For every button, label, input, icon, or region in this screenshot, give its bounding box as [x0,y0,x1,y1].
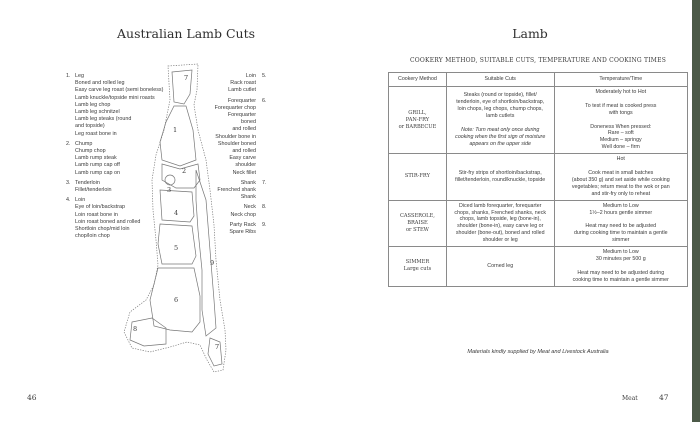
cut-name-line: Loin roast bone in [75,211,118,218]
cuts-line: fillet/tenderloin, round/knuckle, topside [455,176,546,183]
cut-number: 9. [262,221,267,228]
cut-name-line: Chump [75,140,93,147]
cut-name-line: Lamb rump steak [75,155,117,162]
temp-line: with tongs [608,109,633,116]
diagram-label-1: 1 [173,126,178,134]
cuts-line: Corned leg [487,262,514,269]
cut-name-line: Rack roast [230,80,256,87]
method-line: or BARBECUE [398,123,437,130]
cut-name-line: Easy carve leg roast (semi boneless) [75,87,164,94]
temp-line: Rare – soft [607,130,634,137]
temp-line: Heat may need to be adjusted [585,223,657,230]
suitable-cuts-cell [446,87,554,154]
footer-section-label: Meat [622,395,638,402]
cooking-table [388,72,688,287]
cuts-line: loin chops, leg chops, chump chops, [457,106,543,113]
diagram-label-3: 3 [167,186,172,194]
cut-name-line: Neck [243,204,256,211]
method-line: Large cuts [403,266,432,273]
cut-name-line: Tenderloin [75,179,100,186]
cut-name-line: Lamb leg chop [75,101,111,108]
suitable-cuts-cell [446,154,554,200]
temp-line [558,117,684,124]
cut-name-line: Neck fillet [232,169,256,176]
right-page-title: Lamb [512,26,548,41]
cut-name-line: Boned and rolled leg [75,80,125,87]
cuts-note-line: cooking when the first sign of moisture [455,133,546,140]
cuts-line: Diced lamb forequarter, forequarter [458,202,542,209]
cut-name-line: and rolled [232,126,256,133]
cut-name-line: Leg [75,73,84,79]
temp-line [558,216,684,223]
method-line: CASSEROLE, [399,212,435,219]
table-subtitle: COOKERY METHOD, SUITABLE CUTS, TEMPERATURE AND COOKING TIMES [409,57,667,64]
diagram-label-7-top: 7 [184,74,189,82]
cuts-spacer [450,120,551,127]
cut-name-line: Forequarter [227,97,256,104]
cuts-line: chops, lamb topside, leg (bone-in), [459,216,541,223]
temp-line: (about 350 g) and set aside while cooking [571,176,670,183]
cut-number: 5. [262,73,267,79]
method-line: or STEW [405,226,429,233]
header-cookery-method: Cookery Method [389,73,447,87]
method-line: STIR-FRY [404,173,430,180]
book-spine-edge [692,0,700,422]
lamb-cuts-diagram [110,60,240,380]
cut-name-line: Loin roast boned and rolled [75,218,141,225]
cut-name-line: Loin [245,73,256,79]
cut-number: 3. [66,179,71,186]
cuts-line: lamb cutlets [486,113,515,120]
temp-line: vegetables; return meat to the wok or pan [571,183,670,190]
credit-note: Materials kindly supplied by Meat and Livestock Australia [467,349,609,355]
temp-line: To test if meat is cooked press [585,102,657,109]
cut-name-line: Fillet/tenderloin [75,187,112,194]
temp-line: simmer [612,237,630,244]
temp-line: Medium to Low [602,202,639,209]
diagram-label-8: 8 [133,325,138,333]
diagram-label-6: 6 [174,296,179,304]
method-line: BRAISE [407,219,428,226]
temperature-time-cell [554,154,687,200]
cut-name-line: Eye of loin/backstrap [75,204,126,211]
cut-number: 2. [66,140,71,147]
cut-name-line: chop/loin chop [75,233,110,240]
method-cell [389,87,447,154]
cut-number: 4. [66,197,71,204]
cut-name-line: Forequarter chop [214,104,256,111]
cut-number: 7. [262,179,267,186]
cut-names [75,180,112,194]
cut-1-leg-shape [160,106,196,166]
cut-4-loin-shape [160,190,194,222]
temp-line [558,163,684,170]
temp-line: cooking time to maintain a gentle simmer [572,276,669,283]
diagram-label-4: 4 [174,209,179,217]
cuts-line: Stir-fry strips of shortloin/backstrap, [458,169,542,176]
method-line: SIMMER [405,259,430,266]
cuts-note-line: Note: Turn meat only once during [461,126,540,133]
cut-name-line: Lamb rump cap off [75,162,120,169]
temp-line: Doneness When pressed: [590,123,652,130]
temp-line: Heat may need to be adjusted during [577,269,665,276]
left-page-number: 46 [27,393,37,402]
cut-7-top-shape [172,70,192,104]
left-page-title: Australian Lamb Cuts [117,26,256,41]
temp-line: Hot [616,156,625,163]
cut-3-tenderloin-shape [165,175,175,185]
table-row [389,200,688,246]
cut-name-line: Lamb cutlet [228,87,256,94]
cut-name-line: Easy carve shoulder [229,155,256,169]
temperature-time-cell [554,87,687,154]
cut-name-line: Loin [75,197,86,204]
header-suitable-cuts: Suitable Cuts [446,73,554,87]
cuts-note-line: appears on the upper side [469,140,531,147]
diagram-label-9: 9 [210,259,215,267]
suitable-cuts-cell [446,247,554,287]
cut-name-line: Shortloin chop/mid loin [75,226,130,233]
temp-line: Well done – firm [601,144,640,151]
temp-line: during cooking time to maintain a gentle [573,230,668,237]
cuts-line: chops, shanks, Frenched shanks, neck [454,209,546,216]
table-row [389,247,688,287]
diagram-label-7-bottom: 7 [215,343,220,351]
cut-name-line: Leg roast bone in [75,130,117,137]
method-cell [389,154,447,200]
temp-line [558,263,684,270]
cut-name-line: Party Rack [229,221,256,228]
right-page-number: 47 [659,393,669,402]
cut-name-line: Shoulder bone in [215,133,256,140]
cut-9-ribs-shape [196,170,216,336]
cuts-line: tenderloin, eye of shortloin/backstrap, [456,99,545,106]
cut-number: 8. [262,204,267,211]
diagram-label-2: 2 [182,167,187,175]
cut-name-line: Spare Ribs [229,229,256,236]
method-line: PAN-FRY [405,116,430,123]
cut-name-line: Lamb leg steaks (round [75,116,132,123]
diagram-label-5: 5 [174,244,179,252]
temp-line: 1½–2 hours gentle simmer [589,209,653,216]
cut-name-line: Shank [240,179,256,186]
temp-line: and stir-fry only to reheat [591,190,651,197]
temp-line: Moderately hot to Hot [595,89,647,95]
cut-name-line: Shoulder boned [217,140,256,147]
method-line: GRILL, [408,109,427,116]
cut-name-line: Lamb rump cap on [75,169,120,176]
cut-name-line: Lamb knuckle/topside mini roasts [75,94,155,101]
method-cell [389,247,447,287]
temp-line: Cook meat in small batches [588,169,654,176]
cut-name-line: Forequarter boned [227,112,256,126]
cut-name-line: Shank [240,194,256,201]
suitable-cuts-cell [446,200,554,246]
cut-name-line: and rolled [232,148,256,155]
header-temperature-time: Temperature/Time [554,73,687,87]
cut-name-line: Neck chop [230,211,256,218]
cut-number: 6. [262,97,267,104]
table-row [389,87,688,154]
table-header-row [389,73,688,87]
cuts-line: shoulder (bone-out), boned and rolled [455,230,545,237]
temperature-time-cell [554,200,687,246]
temp-line: Medium – springy [599,137,642,144]
cut-name-line: Frenched shank [217,187,256,194]
cut-name-line: and topside) [75,123,105,130]
temp-line [558,96,684,103]
temp-line: 30 minutes per 500 g [595,255,646,262]
temp-line: Medium to Low [602,249,639,256]
cut-number: 1. [66,73,71,79]
method-cell [389,200,447,246]
cuts-line: Steaks (round or topside), fillet/ [463,92,537,99]
cuts-line: shoulder (bone-in), easy carve leg or [457,223,544,230]
cuts-line: shoulder or leg [482,237,518,244]
cut-name-line: Chump chop [75,148,106,155]
temperature-time-cell [554,247,687,287]
table-row [389,154,688,200]
cut-name-line: Lamb leg schnitzel [75,109,120,116]
